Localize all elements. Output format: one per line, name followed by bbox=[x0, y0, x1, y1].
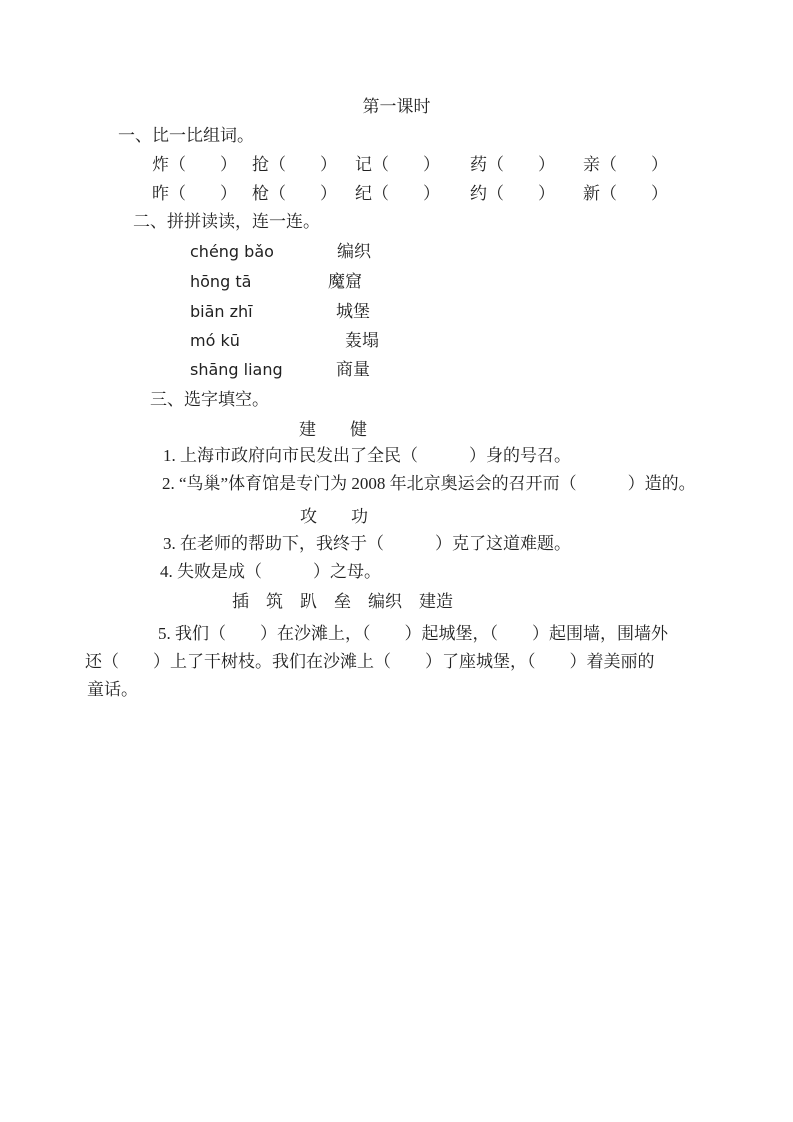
numbered-item-4: 4. 失败是成（ ）之母。 bbox=[160, 562, 381, 581]
numbered-item-1: 1. 上海市政府向市民发出了全民（ ）身的号召。 bbox=[163, 446, 571, 465]
match-row bbox=[0, 267, 793, 297]
word-bank: 插 筑 趴 垒 编织 建造 bbox=[232, 592, 453, 611]
numbered-item-5-line-2: 还（ ）上了干树枝。我们在沙滩上（ ）了座城堡，（ ）着美丽的 bbox=[85, 652, 655, 671]
pinyin-text: chéng bǎo bbox=[190, 242, 274, 261]
match-word: 编织 bbox=[337, 242, 371, 261]
pinyin-text: hōng tā bbox=[190, 272, 252, 291]
blank-group: 亲（ ） bbox=[583, 155, 668, 174]
pinyin-text: mó kū bbox=[190, 331, 240, 350]
blank-group: 药（ ） bbox=[470, 155, 555, 174]
numbered-item-2: 2. “鸟巢”体育馆是专门为 2008 年北京奥运会的召开而（ ）造的。 bbox=[162, 474, 696, 493]
match-word: 魔窟 bbox=[328, 272, 362, 291]
match-row bbox=[0, 326, 793, 356]
section-one-heading: 一、比一比组词。 bbox=[118, 126, 254, 145]
match-word: 轰塌 bbox=[345, 331, 379, 350]
blank-group: 纪（ ） bbox=[355, 184, 440, 203]
char-choice-jian: 建 健 bbox=[299, 420, 367, 439]
match-row bbox=[0, 297, 793, 327]
section-two-heading: 二、拼拼读读，连一连。 bbox=[133, 212, 320, 231]
blank-group: 记（ ） bbox=[355, 155, 440, 174]
compare-words-row-1 bbox=[0, 150, 793, 180]
match-row bbox=[0, 237, 793, 267]
blank-group: 抢（ ） bbox=[252, 155, 337, 174]
match-word: 城堡 bbox=[336, 302, 370, 321]
compare-words-row-2 bbox=[0, 179, 793, 209]
pinyin-text: biān zhī bbox=[190, 302, 253, 321]
match-word: 商量 bbox=[336, 360, 370, 379]
numbered-item-3: 3. 在老师的帮助下，我终于（ ）克了这道难题。 bbox=[163, 534, 571, 553]
numbered-item-5-line-1: 5. 我们（ ）在沙滩上，（ ）起城堡，（ ）起围墙，围墙外 bbox=[158, 624, 668, 643]
blank-group: 炸（ ） bbox=[152, 155, 237, 174]
blank-group: 枪（ ） bbox=[252, 184, 337, 203]
numbered-item-5-line-3: 童话。 bbox=[87, 680, 138, 699]
doc-title: 第一课时 bbox=[362, 97, 431, 116]
section-three-heading: 三、选字填空。 bbox=[150, 390, 269, 409]
pinyin-text: shāng liang bbox=[190, 360, 283, 379]
blank-group: 约（ ） bbox=[470, 184, 555, 203]
char-choice-gong: 攻 功 bbox=[300, 507, 368, 526]
blank-group: 昨（ ） bbox=[152, 184, 237, 203]
blank-group: 新（ ） bbox=[583, 184, 668, 203]
match-row bbox=[0, 355, 793, 385]
